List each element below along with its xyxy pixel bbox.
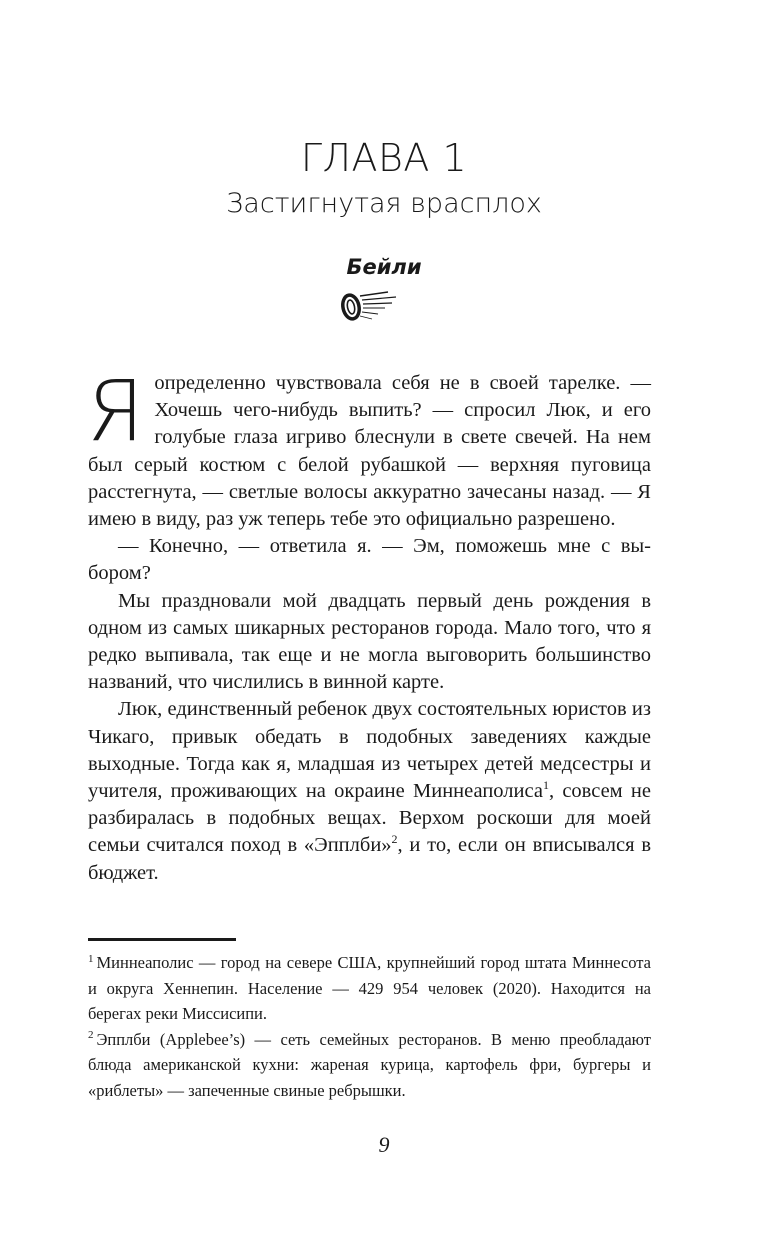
footnote [88, 950, 651, 1027]
chapter-body [86, 362, 651, 887]
footnote [88, 1027, 651, 1104]
paragraph-text: , и то, если он вписывался в бюджет. [88, 834, 651, 884]
paragraph: — Конечно, — ответила я. — Эм, поможешь мне с выбором? [88, 535, 651, 585]
footnote-text: Эпплби (Applebee’s) — сеть семейных ресторанов. В меню преобладают блюда американской кухни: жареная курица, картофель фри, бургеры и «риблеты» — запеченные свиные ребрышки. [88, 1029, 651, 1100]
drop-cap: Я [86, 362, 145, 460]
paragraph [86, 362, 651, 533]
pov-character-name: Бейли [346, 255, 422, 279]
footnote-ref[interactable]: 2 [391, 832, 398, 847]
ring-swoosh-icon [338, 288, 402, 324]
chapter-subtitle: Застигнутая врасплох [226, 188, 542, 219]
footnote-text: Миннеаполис — город на севере США, крупнейший город штата Миннесота и округа Хеннепин. Население — 429 954 человек (2020). Находится на берегах реки Миссисипи. [88, 953, 651, 1023]
footnote-mark: 2 [88, 1029, 94, 1041]
paragraph-text: определенно чувствовала себя не в своей тарелке. — Хочешь чего-нибудь выпить? — спросил Люк, и его голубые глаза игриво блеснули в свете свечей. На нем был серый костюм с белой рубашкой — верхняя пуговица расстегнута, — светлые волосы аккуратно зачесаны назад. — Я имею в виду, раз уж теперь тебе это официально разрешено. [88, 372, 651, 531]
paragraph [88, 696, 651, 886]
chapter-title: ГЛАВА 1 [300, 136, 468, 180]
paragraph-text: Люк, единственный ребенок двух состоятельных юристов из Чикаго, привык обедать в подобных заведениях каждые выходные. Тогда как я, младшая из четырех детей медсестры и учителя, проживающих на окраине Миннеаполиса [88, 698, 651, 803]
footnote-ref[interactable]: 1 [542, 778, 549, 793]
footnote-mark: 1 [88, 952, 94, 965]
page-number: 9 [378, 1132, 390, 1157]
footnotes [88, 950, 651, 1103]
paragraph-text: , совсем не разбиралась в подобных вещах. Верхом роскоши для моей семьи считался поход в «Эпплби» [88, 780, 651, 857]
footnote-divider [88, 938, 236, 941]
paragraph: Мы праздновали мой двадцать первый день рождения в одном из самых шикарных ресторанов города. Мало того, что я редко выпивала, так еще и не могла выговорить большинство названий, что числились в винной карте. [88, 589, 651, 694]
